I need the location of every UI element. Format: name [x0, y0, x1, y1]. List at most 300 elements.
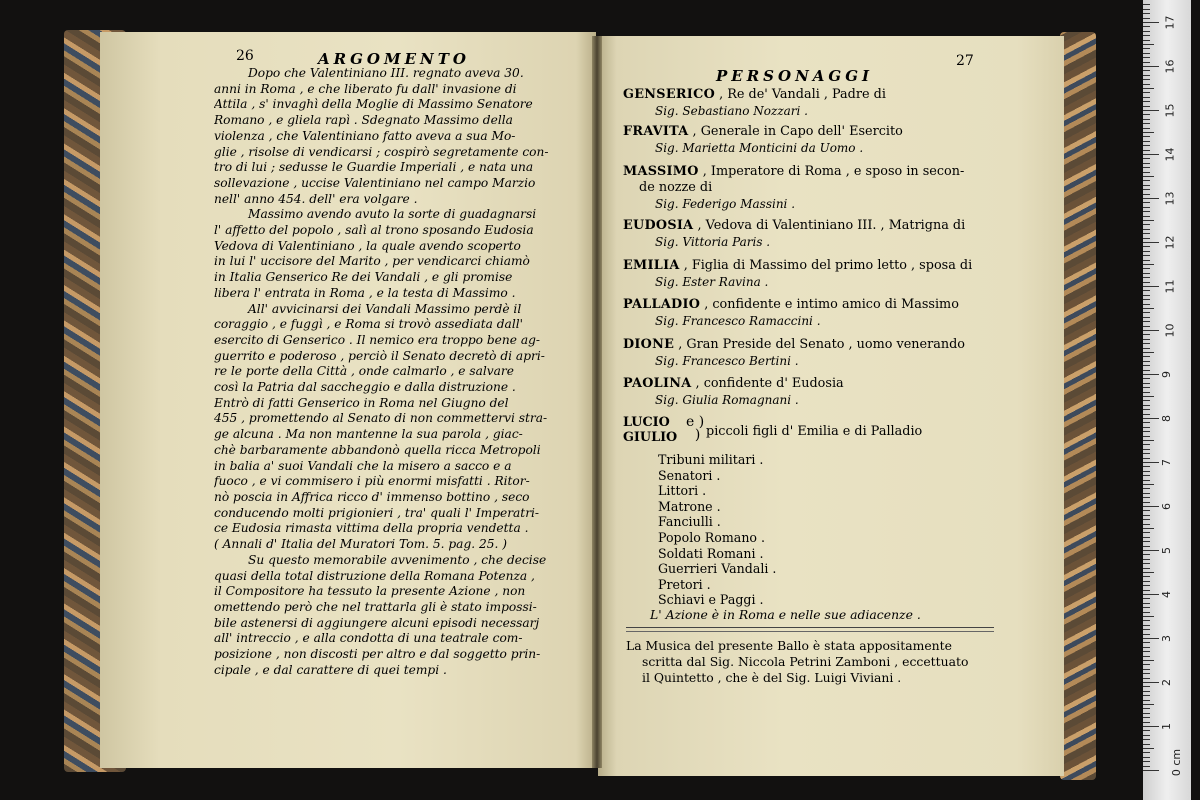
- text-line: libera l' entrata in Roma , e la testa di Massimo .: [214, 285, 516, 300]
- ruler-tick: [1143, 752, 1150, 753]
- ruler-tick: [1143, 585, 1150, 586]
- ruler-tick: [1143, 128, 1150, 129]
- ruler-tick: [1143, 770, 1159, 771]
- ruler-label: 4: [1160, 591, 1173, 598]
- ruler-label: 12: [1163, 235, 1177, 250]
- ruler-tick: [1143, 75, 1150, 76]
- ruler-tick: [1143, 101, 1150, 102]
- text-line: Romano , e gliela rapì . Sdegnato Massimo della: [214, 113, 513, 128]
- ruler-tick: [1143, 158, 1150, 159]
- ruler-tick: [1143, 343, 1150, 344]
- character-name: FRAVITA: [623, 124, 689, 139]
- ruler-tick: [1143, 35, 1150, 36]
- ruler-tick: [1143, 660, 1154, 661]
- measuring-ruler: [1143, 0, 1191, 800]
- text-line: l' affetto del popolo , salì al trono sposando Eudosia: [214, 223, 534, 238]
- ruler-tick: [1143, 189, 1150, 190]
- ruler-tick: [1143, 18, 1150, 19]
- ruler-tick: [1143, 9, 1150, 10]
- ruler-tick: [1143, 647, 1150, 648]
- ruler-tick: [1143, 339, 1150, 340]
- ruler-tick: [1143, 757, 1150, 758]
- ruler-label: 9: [1160, 371, 1173, 378]
- character-name: PALLADIO: [623, 297, 701, 312]
- ruler-tick: [1143, 418, 1159, 419]
- extra-role: Guerrieri Vandali .: [658, 561, 777, 577]
- ruler-tick: [1143, 13, 1150, 14]
- text-line: omettendo però che nel trattarla gli è stato impossi-: [214, 599, 537, 614]
- ruler-tick: [1143, 722, 1150, 723]
- ruler-tick: [1143, 625, 1150, 626]
- ruler-tick: [1143, 409, 1150, 410]
- ruler-tick: [1143, 40, 1150, 41]
- ruler-label: 6: [1160, 503, 1173, 510]
- ruler-tick: [1143, 260, 1150, 261]
- extra-role: Schiavi e Paggi .: [658, 592, 764, 608]
- left-page-number: 26: [236, 48, 254, 64]
- ruler-tick: [1143, 603, 1150, 604]
- ruler-tick: [1143, 273, 1150, 274]
- ruler-label: 0 cm: [1170, 748, 1184, 777]
- ruler-tick: [1143, 4, 1150, 5]
- ruler-tick: [1143, 541, 1150, 542]
- right-cover-marbled: [1060, 32, 1096, 780]
- ruler-tick: [1143, 735, 1150, 736]
- ruler-tick: [1143, 163, 1150, 164]
- text-line: esercito di Genserico . Il nemico era troppo bene ag-: [214, 332, 541, 347]
- character-role: , confidente e intimo amico di Massimo: [700, 297, 959, 312]
- ruler-tick: [1143, 123, 1150, 124]
- ruler-tick: [1143, 268, 1150, 269]
- ruler-tick: [1143, 198, 1159, 199]
- text-line: ce Eudosia rimasta vittima della propria vendetta .: [214, 521, 529, 536]
- ruler-tick: [1143, 515, 1150, 516]
- ruler-tick: [1143, 488, 1150, 489]
- lucio-giulio-names: [623, 415, 677, 445]
- ruler-label: 10: [1163, 323, 1177, 338]
- ruler-tick: [1143, 321, 1150, 322]
- ruler-tick: [1143, 207, 1150, 208]
- ruler-tick: [1143, 136, 1150, 137]
- ruler-tick: [1143, 708, 1150, 709]
- divider-rule-2: [626, 631, 994, 632]
- ruler-tick: [1143, 304, 1150, 305]
- ruler-tick: [1143, 554, 1150, 555]
- ruler-tick: [1143, 576, 1150, 577]
- ruler-tick: [1143, 119, 1150, 120]
- ruler-tick: [1143, 559, 1150, 560]
- character-role: , confidente d' Eudosia: [691, 376, 844, 391]
- ruler-tick: [1143, 44, 1154, 45]
- note-line: scritta dal Sig. Niccola Petrini Zamboni , eccettuato: [642, 653, 969, 669]
- ruler-tick: [1143, 392, 1150, 393]
- text-line: Su questo memorabile avvenimento , che decise: [248, 552, 547, 567]
- ruler-tick: [1143, 132, 1154, 133]
- name-giulio: GIULIO: [623, 430, 678, 445]
- ruler-tick: [1143, 308, 1154, 309]
- ruler-tick: [1143, 532, 1150, 533]
- ruler-tick: [1143, 581, 1150, 582]
- left-page-title: ARGOMENTO: [318, 50, 470, 68]
- ruler-tick: [1143, 141, 1150, 142]
- ruler-tick: [1143, 180, 1150, 181]
- text-line: bile astenersi di aggiungere alcuni episodi necessarj: [214, 615, 540, 630]
- ruler-tick: [1143, 607, 1150, 608]
- ruler-tick: [1143, 598, 1150, 599]
- ruler-tick: [1143, 106, 1150, 107]
- ruler-tick: [1143, 436, 1150, 437]
- ruler-tick: [1143, 620, 1150, 621]
- ruler-tick: [1143, 282, 1150, 283]
- ruler-tick: [1143, 717, 1150, 718]
- ruler-tick: [1143, 761, 1150, 762]
- ruler-tick: [1143, 440, 1154, 441]
- conj-e: e: [686, 414, 695, 430]
- extra-role: Pretori .: [658, 576, 711, 592]
- ruler-tick: [1143, 726, 1159, 727]
- action-location: L' Azione è in Roma e nelle sue adiacenze .: [650, 607, 921, 622]
- ruler-tick: [1143, 110, 1159, 111]
- ruler-tick: [1143, 255, 1150, 256]
- ruler-tick: [1143, 673, 1150, 674]
- ruler-tick: [1143, 97, 1150, 98]
- ruler-tick: [1143, 458, 1150, 459]
- ruler-tick: [1143, 31, 1150, 32]
- ruler-tick: [1143, 330, 1159, 331]
- ruler-tick: [1143, 185, 1150, 186]
- text-line: in balia a' suoi Vandali che la misero a sacco e a: [214, 458, 512, 473]
- ruler-tick: [1143, 651, 1150, 652]
- text-line: re le porte della Città , onde calmarlo , e salvare: [214, 364, 514, 379]
- ruler-tick: [1143, 431, 1150, 432]
- ruler-tick: [1143, 414, 1150, 415]
- text-line: Vedova di Valentiniano , la quale avendo scoperto: [214, 238, 521, 253]
- ruler-tick: [1143, 365, 1150, 366]
- ruler-tick: [1143, 537, 1150, 538]
- text-line: Massimo avendo avuto la sorte di guadagnarsi: [248, 207, 537, 222]
- text-line: sollevazione , uccise Valentiniano nel campo Marzio: [214, 175, 536, 190]
- ruler-tick: [1143, 506, 1159, 507]
- ruler-tick: [1143, 502, 1150, 503]
- text-line: all' intreccio , e alla condotta di una teatrale com-: [214, 631, 523, 646]
- ruler-tick: [1143, 242, 1159, 243]
- text-line: conducendo molti prigionieri , tra' quali l' Imperatri-: [214, 505, 540, 520]
- ruler-label: 1: [1160, 723, 1173, 730]
- ruler-tick: [1143, 62, 1150, 63]
- ruler-tick: [1143, 88, 1154, 89]
- extra-role: Soldati Romani .: [658, 545, 764, 561]
- ruler-tick: [1143, 84, 1150, 85]
- ruler-tick: [1143, 334, 1150, 335]
- ruler-tick: [1143, 277, 1150, 278]
- ruler-tick: [1143, 612, 1150, 613]
- right-page-title: PERSONAGGI: [716, 67, 874, 85]
- character-role: , Re de' Vandali , Padre di: [715, 87, 886, 102]
- ruler-tick: [1143, 730, 1150, 731]
- character-entry: [623, 337, 995, 369]
- ruler-tick: [1143, 669, 1150, 670]
- ruler-tick: [1143, 66, 1159, 67]
- actor-name: Sig. Francesco Ramaccini .: [655, 314, 821, 328]
- ruler-tick: [1143, 290, 1150, 291]
- brace-connector: e ) ): [686, 414, 705, 443]
- actor-name: Sig. Giulia Romagnani .: [655, 393, 799, 407]
- text-line: Entrò di fatti Genserico in Roma nel Giugno del: [214, 395, 509, 410]
- ruler-tick: [1143, 374, 1159, 375]
- ruler-tick: [1143, 766, 1150, 767]
- character-line: [623, 337, 995, 353]
- ruler-tick: [1143, 524, 1150, 525]
- music-note: [626, 638, 994, 685]
- ruler-tick: [1143, 48, 1150, 49]
- character-name: EMILIA: [623, 258, 680, 273]
- ruler-tick: [1143, 238, 1150, 239]
- character-entry: [623, 218, 995, 250]
- ruler-label: 11: [1163, 279, 1177, 294]
- text-line: così la Patria dal saccheggio e dalla distruzione .: [214, 380, 516, 395]
- ruler-tick: [1143, 220, 1154, 221]
- text-line: anni in Roma , e che liberato fu dall' invasione di: [214, 81, 517, 96]
- ruler-tick: [1143, 634, 1150, 635]
- ruler-tick: [1143, 348, 1150, 349]
- text-line: in Italia Genserico Re dei Vandali , e gli promise: [214, 270, 513, 285]
- actor-name: Sig. Vittoria Paris .: [655, 235, 771, 249]
- ruler-tick: [1143, 326, 1150, 327]
- ruler-tick: [1143, 229, 1150, 230]
- ruler-tick: [1143, 150, 1150, 151]
- ruler-tick: [1143, 312, 1150, 313]
- character-name: PAOLINA: [623, 376, 692, 391]
- character-line: [623, 164, 995, 180]
- actor-name: Sig. Sebastiano Nozzari .: [655, 104, 808, 118]
- ruler-label: 16: [1163, 59, 1177, 74]
- ruler-tick: [1143, 704, 1154, 705]
- ruler-tick: [1143, 568, 1150, 569]
- character-line: [623, 258, 995, 274]
- ruler-label: 14: [1163, 147, 1177, 162]
- ruler-tick: [1143, 145, 1150, 146]
- right-page-number: 27: [956, 53, 974, 69]
- ruler-tick: [1143, 519, 1150, 520]
- text-line: quasi della total distruzione della Romana Potenza ,: [214, 568, 535, 583]
- ruler-tick: [1143, 216, 1150, 217]
- ruler-tick: [1143, 224, 1150, 225]
- character-line: [623, 124, 995, 140]
- text-line: il Compositore ha tessuto la presente Azione , non: [214, 584, 526, 599]
- ruler-tick: [1143, 172, 1150, 173]
- character-name: DIONE: [623, 337, 675, 352]
- ruler-label: 8: [1160, 415, 1173, 422]
- text-line: nò poscia in Affrica ricco d' immenso bottino , seco: [214, 489, 530, 504]
- character-role: , Figlia di Massimo del primo letto , sposa di: [679, 258, 973, 273]
- text-line: cipale , e dal carattere di quei tempi .: [214, 662, 447, 677]
- ruler-tick: [1143, 154, 1159, 155]
- ruler-tick: [1143, 22, 1159, 23]
- ruler-tick: [1143, 286, 1159, 287]
- actor-name: Sig. Ester Ravina .: [655, 275, 769, 289]
- character-line: [623, 218, 995, 234]
- ruler-tick: [1143, 629, 1150, 630]
- ruler-tick: [1143, 194, 1150, 195]
- ruler-tick: [1143, 510, 1150, 511]
- ruler-tick: [1143, 713, 1150, 714]
- ruler-label: 7: [1160, 459, 1173, 466]
- ruler-tick: [1143, 739, 1150, 740]
- extra-role: Fanciulli .: [658, 514, 721, 530]
- ruler-tick: [1143, 748, 1154, 749]
- ruler-tick: [1143, 79, 1150, 80]
- ruler-tick: [1143, 590, 1150, 591]
- ruler-tick: [1143, 246, 1150, 247]
- character-role-cont: de nozze di: [639, 180, 713, 195]
- ruler-tick: [1143, 695, 1150, 696]
- ruler-tick: [1143, 53, 1150, 54]
- ruler-tick: [1143, 202, 1150, 203]
- ruler-label: 2: [1160, 679, 1173, 686]
- ruler-tick: [1143, 295, 1150, 296]
- ruler-tick: [1143, 422, 1150, 423]
- note-line: il Quintetto , che è del Sig. Luigi Viviani .: [642, 669, 902, 685]
- text-line: Attila , s' invaghì della Moglie di Massimo Senatore: [214, 97, 533, 112]
- extra-role: Senatori .: [658, 467, 721, 483]
- text-line: posizione , non discosti per altro e dal soggetto prin-: [214, 647, 541, 662]
- character-line: [623, 376, 995, 392]
- ruler-tick: [1143, 400, 1150, 401]
- ruler-tick: [1143, 686, 1150, 687]
- ruler-tick: [1143, 466, 1150, 467]
- ruler-label: 3: [1160, 635, 1173, 642]
- text-line: coraggio , e fuggì , e Roma si trovò assediata dall': [214, 317, 523, 332]
- ruler-tick: [1143, 317, 1150, 318]
- name-lucio: LUCIO: [623, 415, 670, 430]
- character-line: [623, 297, 995, 313]
- extra-role: Matrone .: [658, 498, 721, 514]
- note-line: La Musica del presente Ballo è stata appositamente: [626, 638, 952, 653]
- ruler-tick: [1143, 211, 1150, 212]
- ruler-tick: [1143, 378, 1150, 379]
- ruler-tick: [1143, 92, 1150, 93]
- ruler-tick: [1143, 57, 1150, 58]
- children-description: piccoli figli d' Emilia e di Palladio: [706, 424, 923, 439]
- text-line: ( Annali d' Italia del Muratori Tom. 5. pag. 25. ): [214, 537, 507, 552]
- character-role: , Gran Preside del Senato , uomo venerando: [674, 337, 966, 352]
- ruler-tick: [1143, 264, 1154, 265]
- ruler-tick: [1143, 387, 1150, 388]
- ruler-tick: [1143, 444, 1150, 445]
- character-role: , Generale in Capo dell' Esercito: [688, 124, 903, 139]
- ruler-tick: [1143, 356, 1150, 357]
- ruler-tick: [1143, 691, 1150, 692]
- text-line: chè barbaramente abbandonò quella ricca Metropoli: [214, 442, 541, 457]
- ruler-tick: [1143, 664, 1150, 665]
- text-line: in lui l' uccisore del Marito , per vendicarci chiamò: [214, 254, 530, 269]
- ruler-tick: [1143, 299, 1150, 300]
- extras-list: [658, 452, 776, 608]
- extra-role: Popolo Romano .: [658, 529, 766, 545]
- ruler-tick: [1143, 682, 1159, 683]
- ruler-tick: [1143, 251, 1150, 252]
- ruler-label: 13: [1163, 191, 1177, 206]
- ruler-tick: [1143, 114, 1150, 115]
- character-name: GENSERICO: [623, 87, 716, 102]
- actor-name: Sig. Marietta Monticini da Uomo .: [655, 141, 864, 155]
- argomento-text: [214, 66, 586, 678]
- character-entry: [623, 124, 995, 156]
- ruler-tick: [1143, 744, 1150, 745]
- character-name: EUDOSIA: [623, 218, 694, 233]
- ruler-tick: [1143, 361, 1150, 362]
- ruler-tick: [1143, 462, 1159, 463]
- ruler-tick: [1143, 616, 1154, 617]
- ruler-label: 17: [1163, 15, 1177, 30]
- ruler-tick: [1143, 572, 1154, 573]
- ruler-tick: [1143, 528, 1154, 529]
- ruler-tick: [1143, 550, 1159, 551]
- ruler-tick: [1143, 233, 1150, 234]
- text-line: fuoco , e vi commisero i più enormi misfatti . Ritor-: [214, 474, 530, 489]
- character-role: , Vedova di Valentiniano III. , Matrigna di: [693, 218, 966, 233]
- text-line: glie , risolse di vendicarsi ; cospirò segretamente con-: [214, 144, 549, 159]
- ruler-tick: [1143, 546, 1150, 547]
- ruler-tick: [1143, 638, 1159, 639]
- text-line: ge alcuna . Ma non mantenne la sua parola , giac-: [214, 427, 523, 442]
- actor-name: Sig. Federigo Massini .: [655, 197, 796, 211]
- text-line: tro di lui ; sedusse le Guardie Imperiali , e nata una: [214, 160, 534, 175]
- ruler-tick: [1143, 484, 1154, 485]
- ruler-tick: [1143, 176, 1154, 177]
- ruler-tick: [1143, 656, 1150, 657]
- ruler-tick: [1143, 475, 1150, 476]
- extra-role: Littori .: [658, 483, 707, 499]
- ruler-tick: [1143, 480, 1150, 481]
- text-line: nell' anno 454. dell' era volgare .: [214, 191, 418, 206]
- ruler-tick: [1143, 642, 1150, 643]
- text-line: guerrito e poderoso , perciò il Senato decretò di apri-: [214, 348, 545, 363]
- ruler-tick: [1143, 26, 1150, 27]
- ruler-tick: [1143, 700, 1150, 701]
- ruler-tick: [1143, 167, 1150, 168]
- ruler-tick: [1143, 471, 1150, 472]
- text-line: 455 , promettendo al Senato di non commettervi stra-: [214, 411, 548, 426]
- ruler-tick: [1143, 396, 1154, 397]
- text-line: violenza , che Valentiniano fatto aveva a sua Mo-: [214, 128, 516, 143]
- character-entry: [623, 376, 995, 408]
- book-gutter: [592, 36, 602, 768]
- ruler-tick: [1143, 453, 1150, 454]
- extra-role: Tribuni militari .: [658, 452, 764, 467]
- ruler-tick: [1143, 427, 1150, 428]
- ruler-tick: [1143, 493, 1150, 494]
- actor-name: Sig. Francesco Bertini .: [655, 354, 799, 368]
- ruler-label: 15: [1163, 103, 1177, 118]
- character-role: , Imperatore di Roma , e sposo in secon-: [698, 164, 965, 179]
- ruler-tick: [1143, 405, 1150, 406]
- ruler-tick: [1143, 449, 1150, 450]
- text-line: All' avvicinarsi dei Vandali Massimo perdè il: [248, 301, 522, 316]
- ruler-tick: [1143, 678, 1150, 679]
- character-name: MASSIMO: [623, 164, 699, 179]
- text-line: Dopo che Valentiniano III. regnato aveva 30.: [248, 66, 524, 80]
- ruler-tick: [1143, 594, 1159, 595]
- ruler-tick: [1143, 70, 1150, 71]
- character-entry: [623, 164, 995, 212]
- ruler-tick: [1143, 352, 1154, 353]
- character-entry: [623, 87, 995, 119]
- ruler-label: 5: [1160, 547, 1173, 554]
- ruler-tick: [1143, 497, 1150, 498]
- character-line: [623, 87, 995, 103]
- character-entry: [623, 258, 995, 290]
